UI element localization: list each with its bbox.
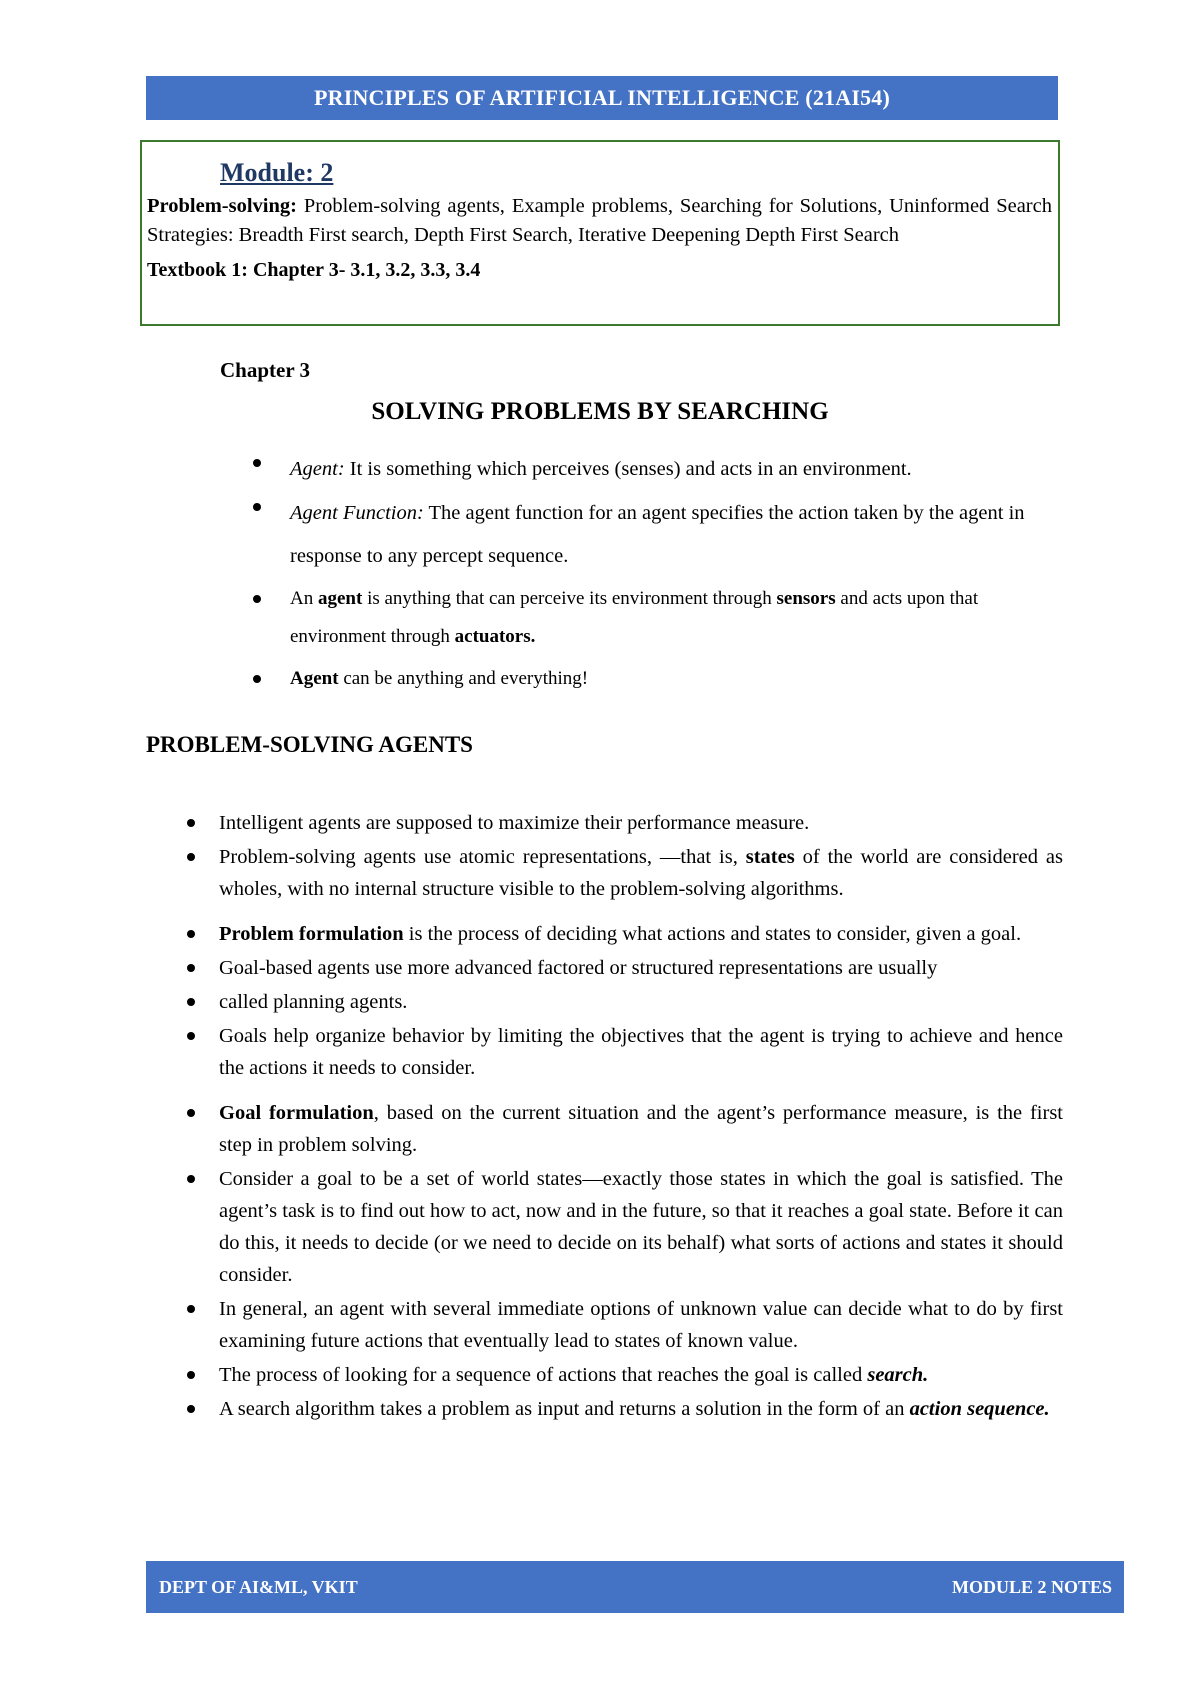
footer-module: MODULE 2 NOTES xyxy=(951,1576,1112,1597)
list-item: Agent can be anything and everything! xyxy=(290,660,1062,698)
list-item: Agent Function: The agent function for an agent specifies the action taken by the agent in response to any percept sequence. xyxy=(290,492,1062,578)
textbook-reference: Textbook 1: Chapter 3- 3.1, 3.2, 3.3, 3.4 xyxy=(147,259,481,281)
list-item: Problem-solving agents use atomic representations, —that is, states of the world are considered as wholes, with no internal structure visible to the problem-solving algorithms. xyxy=(219,841,1063,905)
list-item: Problem formulation is the process of deciding what actions and states to consider, given a goal. xyxy=(219,918,1063,950)
list-item: Consider a goal to be a set of world states—exactly those states in which the goal is satisfied. The agent’s task is to find out how to act, now and in the future, so that it reaches a goal state. Before it can do this, it needs to decide (or we need to decide on its behalf) what sorts of actions and states it should consider. xyxy=(219,1163,1063,1291)
list-item: A search algorithm takes a problem as input and returns a solution in the form of an action sequence. xyxy=(219,1393,1063,1425)
intro-list xyxy=(290,448,1062,698)
list-item: Intelligent agents are supposed to maximize their performance measure. xyxy=(219,807,1063,839)
list-item: Goals help organize behavior by limiting the objectives that the agent is trying to achieve and hence the actions it needs to consider. xyxy=(219,1020,1063,1084)
chapter-title: SOLVING PROBLEMS BY SEARCHING xyxy=(371,398,829,425)
footer-department: DEPT OF AI&ML, VKIT xyxy=(159,1576,358,1597)
term-agent: Agent: xyxy=(290,458,345,480)
page-header xyxy=(146,76,1058,120)
module-desc-label: Problem-solving: xyxy=(147,195,297,217)
list-item: Goal formulation, based on the current situation and the agent’s performance measure, is the first step in problem solving. xyxy=(219,1097,1063,1161)
list-item: Goal-based agents use more advanced factored or structured representations are usually xyxy=(219,952,1063,984)
page-footer xyxy=(146,1561,1124,1613)
list-item: called planning agents. xyxy=(219,986,1063,1018)
list-item: Agent: It is something which perceives (senses) and acts in an environment. xyxy=(290,448,1062,490)
module-desc-text: Problem-solving agents, Example problems, Searching for Solutions, Uninformed Search Strategies: Breadth First search, Depth First Search, Iterative Deepening Depth First Search xyxy=(147,195,1052,246)
problem-solving-list xyxy=(219,805,1063,1425)
term-agent-function: Agent Function: xyxy=(290,502,424,524)
list-item: The process of looking for a sequence of actions that reaches the goal is called search. xyxy=(219,1359,1063,1391)
module-title: Module: 2 xyxy=(220,158,334,187)
chapter-label: Chapter 3 xyxy=(220,358,311,382)
module-description xyxy=(147,192,1052,250)
section-title: PROBLEM-SOLVING AGENTS xyxy=(146,732,473,757)
list-item: In general, an agent with several immediate options of unknown value can decide what to do by first examining future actions that eventually lead to states of known value. xyxy=(219,1293,1063,1357)
list-item: An agent is anything that can perceive its environment through sensors and acts upon that environment through actuators. xyxy=(290,580,1062,656)
module-summary-box xyxy=(140,140,1060,326)
header-title: PRINCIPLES OF ARTIFICIAL INTELLIGENCE (21AI54) xyxy=(313,85,891,110)
